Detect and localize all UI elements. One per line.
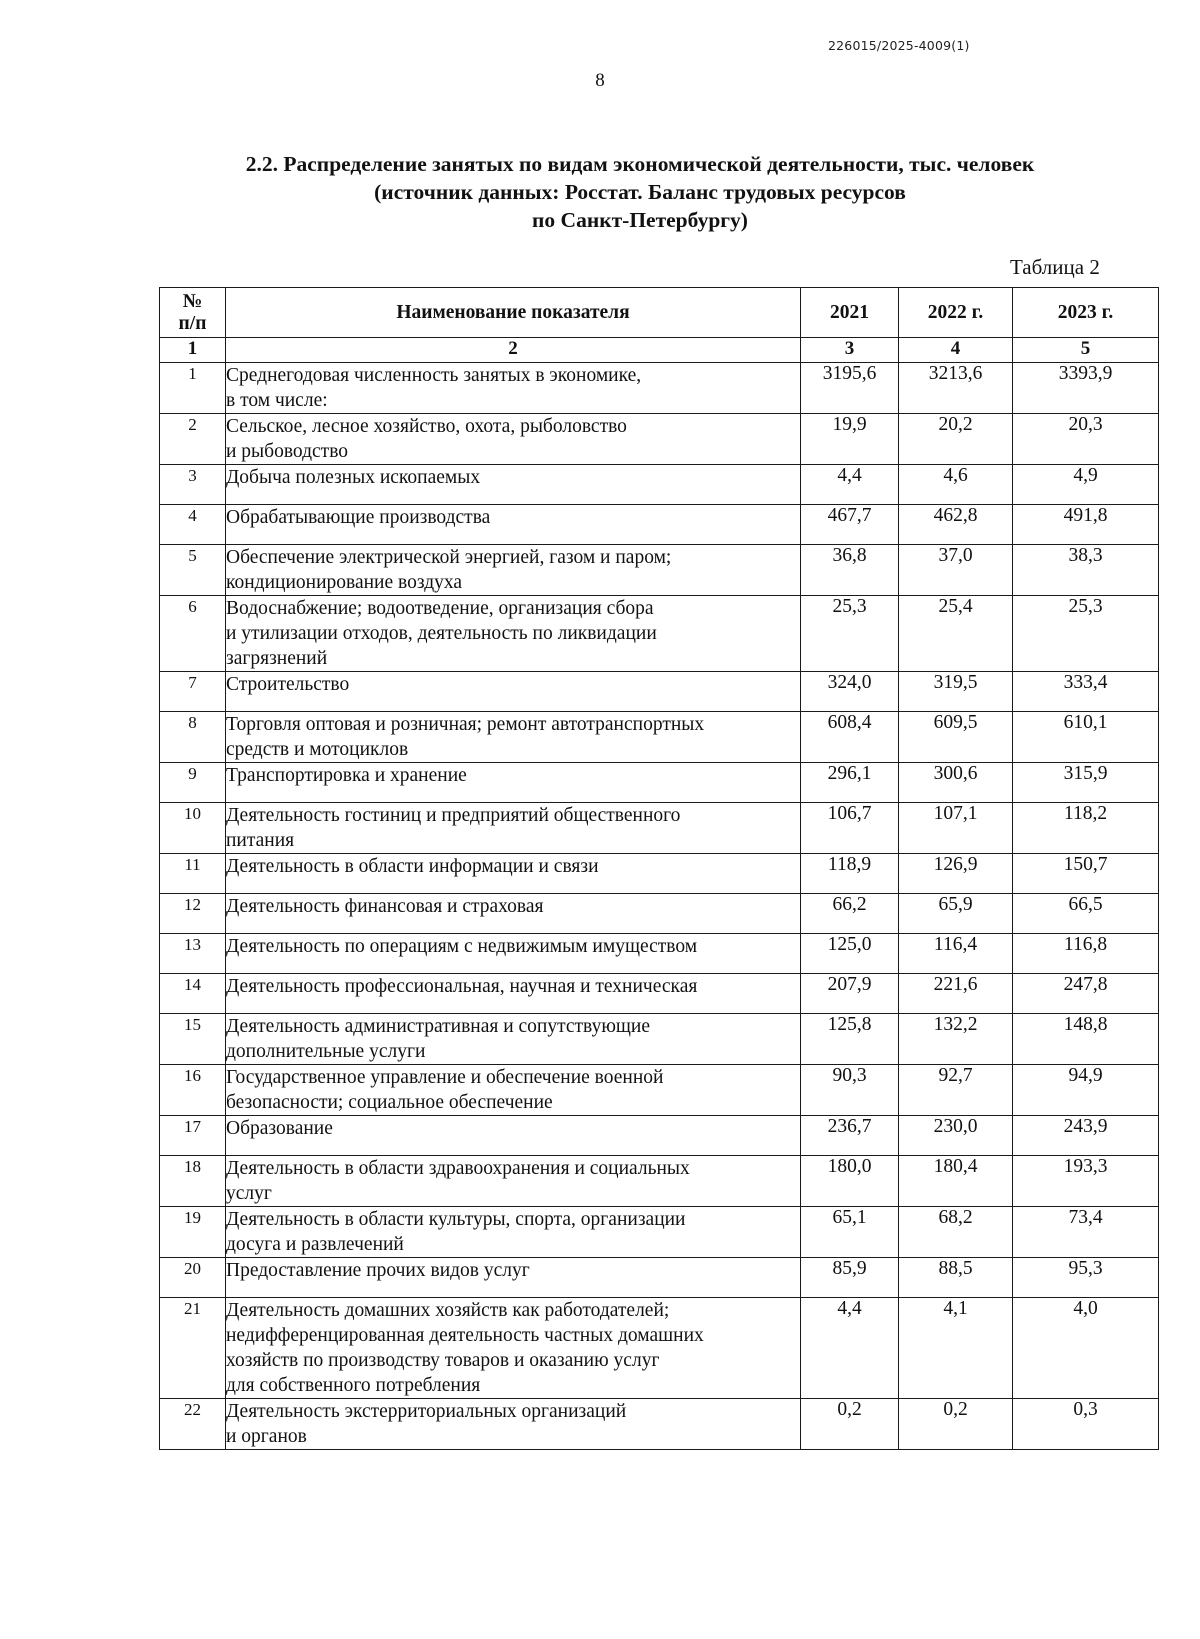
indicator-name-line: досуга и развлечений [226, 1234, 404, 1255]
table-row [160, 934, 1159, 974]
indicator-name-line: Деятельность административная и сопутствующие [226, 1016, 651, 1037]
indicator-name [226, 414, 801, 465]
value-2022: 20,2 [899, 414, 1013, 465]
section-title-line-3: по Санкт-Петербургу) [532, 208, 748, 232]
indicator-name [226, 894, 801, 934]
table-row [160, 1258, 1159, 1298]
table-row [160, 672, 1159, 712]
value-2021: 125,0 [801, 934, 899, 974]
indicator-name-line: в том числе: [226, 390, 328, 411]
value-2021: 125,8 [801, 1014, 899, 1065]
section-title-line-1: 2.2. Распределение занятых по видам экономической деятельности, тыс. человек [245, 152, 1035, 176]
value-2023: 247,8 [1013, 974, 1159, 1014]
value-2021: 85,9 [801, 1258, 899, 1298]
indicator-name-line: Деятельность гостиниц и предприятий общественного [226, 805, 681, 826]
value-2021: 608,4 [801, 712, 899, 763]
indicator-name-line: хозяйств по производству товаров и оказанию услуг [226, 1350, 660, 1371]
row-number: 4 [160, 505, 226, 545]
header-number-line-1: № [182, 290, 203, 312]
indicator-name-line: услуг [226, 1183, 272, 1204]
value-2023: 20,3 [1013, 414, 1159, 465]
row-number: 10 [160, 803, 226, 854]
row-number: 17 [160, 1116, 226, 1156]
value-2023: 243,9 [1013, 1116, 1159, 1156]
value-2021: 467,7 [801, 505, 899, 545]
value-2021: 4,4 [801, 1298, 899, 1399]
indicator-name [226, 763, 801, 803]
value-2022: 37,0 [899, 545, 1013, 596]
indicator-name-line: Деятельность в области здравоохранения и социальных [226, 1158, 690, 1179]
value-2021: 180,0 [801, 1156, 899, 1207]
value-2023: 491,8 [1013, 505, 1159, 545]
value-2021: 19,9 [801, 414, 899, 465]
table-row [160, 712, 1159, 763]
value-2023: 0,3 [1013, 1399, 1159, 1450]
value-2021: 106,7 [801, 803, 899, 854]
indicator-name [226, 596, 801, 672]
row-number: 13 [160, 934, 226, 974]
indicator-name [226, 1207, 801, 1258]
indicator-name [226, 1258, 801, 1298]
indicator-name-line: для собственного потребления [226, 1375, 481, 1396]
indicator-name [226, 1116, 801, 1156]
table-row [160, 1399, 1159, 1450]
indicator-name-line: безопасности; социальное обеспечение [226, 1092, 553, 1113]
indicator-name-line: Среднегодовая численность занятых в экономике, [226, 365, 642, 386]
column-index-cell: 4 [899, 338, 1013, 363]
value-2021: 3195,6 [801, 363, 899, 414]
row-number: 21 [160, 1298, 226, 1399]
value-2023: 333,4 [1013, 672, 1159, 712]
table-row [160, 465, 1159, 505]
value-2022: 221,6 [899, 974, 1013, 1014]
row-number: 19 [160, 1207, 226, 1258]
value-2021: 296,1 [801, 763, 899, 803]
value-2023: 3393,9 [1013, 363, 1159, 414]
row-number: 16 [160, 1065, 226, 1116]
row-number: 20 [160, 1258, 226, 1298]
value-2022: 132,2 [899, 1014, 1013, 1065]
value-2022: 25,4 [899, 596, 1013, 672]
indicator-name [226, 545, 801, 596]
row-number: 3 [160, 465, 226, 505]
indicator-name [226, 803, 801, 854]
value-2023: 4,9 [1013, 465, 1159, 505]
indicator-name [226, 1156, 801, 1207]
indicator-name [226, 672, 801, 712]
table-row [160, 803, 1159, 854]
indicator-name [226, 1014, 801, 1065]
table-caption: Таблица 2 [1010, 255, 1100, 279]
value-2023: 610,1 [1013, 712, 1159, 763]
indicator-name-line: Деятельность в области информации и связи [226, 856, 599, 877]
header-year-2021: 2021 [801, 288, 899, 338]
row-number: 2 [160, 414, 226, 465]
table-row [160, 1207, 1159, 1258]
indicator-name [226, 1065, 801, 1116]
indicator-name-line: Деятельность в области культуры, спорта, организации [226, 1209, 686, 1230]
table-row [160, 545, 1159, 596]
value-2022: 4,6 [899, 465, 1013, 505]
indicator-name [226, 712, 801, 763]
table-header-row [160, 288, 1159, 338]
row-number: 14 [160, 974, 226, 1014]
value-2023: 38,3 [1013, 545, 1159, 596]
value-2022: 300,6 [899, 763, 1013, 803]
indicator-name-line: Деятельность финансовая и страховая [226, 896, 544, 917]
value-2021: 36,8 [801, 545, 899, 596]
value-2021: 65,1 [801, 1207, 899, 1258]
indicator-name-line: и рыбоводство [226, 441, 349, 462]
value-2023: 4,0 [1013, 1298, 1159, 1399]
table-row [160, 363, 1159, 414]
value-2022: 92,7 [899, 1065, 1013, 1116]
indicator-name-line: Водоснабжение; водоотведение, организация сбора [226, 598, 654, 619]
value-2021: 90,3 [801, 1065, 899, 1116]
indicator-name-line: Торговля оптовая и розничная; ремонт автотранспортных [226, 714, 705, 735]
table-body [160, 363, 1159, 1450]
value-2022: 4,1 [899, 1298, 1013, 1399]
value-2023: 66,5 [1013, 894, 1159, 934]
row-number: 1 [160, 363, 226, 414]
value-2021: 0,2 [801, 1399, 899, 1450]
indicator-name-line: Предоставление прочих видов услуг [226, 1260, 530, 1281]
value-2022: 116,4 [899, 934, 1013, 974]
value-2023: 94,9 [1013, 1065, 1159, 1116]
table-row [160, 596, 1159, 672]
table-row [160, 1065, 1159, 1116]
row-number: 11 [160, 854, 226, 894]
row-number: 5 [160, 545, 226, 596]
indicator-name-line: кондиционирование воздуха [226, 572, 463, 593]
row-number: 9 [160, 763, 226, 803]
indicator-name-line: и органов [226, 1426, 307, 1447]
value-2023: 193,3 [1013, 1156, 1159, 1207]
header-year-2023: 2023 г. [1013, 288, 1159, 338]
indicator-name-line: Обеспечение электрической энергией, газом и паром; [226, 547, 672, 568]
indicator-name [226, 1399, 801, 1450]
indicator-name [226, 505, 801, 545]
column-index-cell: 1 [160, 338, 226, 363]
value-2022: 126,9 [899, 854, 1013, 894]
row-number: 22 [160, 1399, 226, 1450]
indicator-name [226, 854, 801, 894]
table-row [160, 1298, 1159, 1399]
indicator-name-line: Государственное управление и обеспечение военной [226, 1067, 664, 1088]
indicator-name [226, 974, 801, 1014]
indicator-name [226, 465, 801, 505]
value-2023: 150,7 [1013, 854, 1159, 894]
value-2022: 107,1 [899, 803, 1013, 854]
section-title [100, 150, 1180, 234]
row-number: 15 [160, 1014, 226, 1065]
value-2023: 95,3 [1013, 1258, 1159, 1298]
column-index-row [160, 338, 1159, 363]
value-2022: 0,2 [899, 1399, 1013, 1450]
indicator-name-line: недифференцированная деятельность частных домашних [226, 1325, 704, 1346]
employment-table [159, 287, 1159, 1450]
value-2022: 65,9 [899, 894, 1013, 934]
indicator-name [226, 934, 801, 974]
indicator-name-line: Деятельность домашних хозяйств как работодателей; [226, 1300, 670, 1321]
value-2022: 319,5 [899, 672, 1013, 712]
value-2022: 180,4 [899, 1156, 1013, 1207]
table-row [160, 1014, 1159, 1065]
indicator-name-line: Добыча полезных ископаемых [226, 467, 481, 488]
value-2022: 230,0 [899, 1116, 1013, 1156]
value-2022: 88,5 [899, 1258, 1013, 1298]
indicator-name-line: питания [226, 830, 295, 851]
indicator-name [226, 363, 801, 414]
indicator-name-line: дополнительные услуги [226, 1041, 426, 1062]
value-2021: 66,2 [801, 894, 899, 934]
row-number: 7 [160, 672, 226, 712]
header-number [160, 288, 226, 338]
value-2023: 116,8 [1013, 934, 1159, 974]
value-2022: 462,8 [899, 505, 1013, 545]
header-number-line-2: п/п [178, 312, 207, 334]
value-2023: 315,9 [1013, 763, 1159, 803]
value-2022: 68,2 [899, 1207, 1013, 1258]
page-number: 8 [595, 70, 605, 91]
table-row [160, 974, 1159, 1014]
column-index-cell: 2 [226, 338, 801, 363]
indicator-name-line: загрязнений [226, 648, 328, 669]
row-number: 8 [160, 712, 226, 763]
value-2021: 4,4 [801, 465, 899, 505]
indicator-name-line: и утилизации отходов, деятельность по ликвидации [226, 623, 657, 644]
indicator-name-line: Сельское, лесное хозяйство, охота, рыболовство [226, 416, 627, 437]
table-row [160, 1156, 1159, 1207]
value-2023: 148,8 [1013, 1014, 1159, 1065]
indicator-name [226, 1298, 801, 1399]
section-title-line-2: (источник данных: Росстат. Баланс трудовых ресурсов [374, 180, 906, 204]
header-year-2022: 2022 г. [899, 288, 1013, 338]
value-2023: 118,2 [1013, 803, 1159, 854]
column-index-cell: 3 [801, 338, 899, 363]
indicator-name-line: средств и мотоциклов [226, 739, 409, 760]
value-2023: 73,4 [1013, 1207, 1159, 1258]
indicator-name-line: Образование [226, 1118, 333, 1139]
table-row [160, 414, 1159, 465]
table-row [160, 1116, 1159, 1156]
indicator-name-line: Деятельность по операциям с недвижимым имуществом [226, 936, 698, 957]
header-indicator-name: Наименование показателя [226, 288, 801, 338]
row-number: 12 [160, 894, 226, 934]
table-row [160, 854, 1159, 894]
value-2022: 3213,6 [899, 363, 1013, 414]
value-2021: 207,9 [801, 974, 899, 1014]
document-id: 226015/2025-4009(1) [828, 38, 970, 53]
indicator-name-line: Строительство [226, 674, 350, 695]
indicator-name-line: Транспортировка и хранение [226, 765, 467, 786]
table-row [160, 505, 1159, 545]
row-number: 18 [160, 1156, 226, 1207]
indicator-name-line: Деятельность профессиональная, научная и техническая [226, 976, 698, 997]
indicator-name-line: Обрабатывающие производства [226, 507, 491, 528]
value-2022: 609,5 [899, 712, 1013, 763]
indicator-name-line: Деятельность экстерриториальных организаций [226, 1401, 627, 1422]
column-index-cell: 5 [1013, 338, 1159, 363]
value-2021: 236,7 [801, 1116, 899, 1156]
value-2021: 118,9 [801, 854, 899, 894]
table-row [160, 763, 1159, 803]
value-2021: 25,3 [801, 596, 899, 672]
row-number: 6 [160, 596, 226, 672]
table-row [160, 894, 1159, 934]
value-2023: 25,3 [1013, 596, 1159, 672]
value-2021: 324,0 [801, 672, 899, 712]
